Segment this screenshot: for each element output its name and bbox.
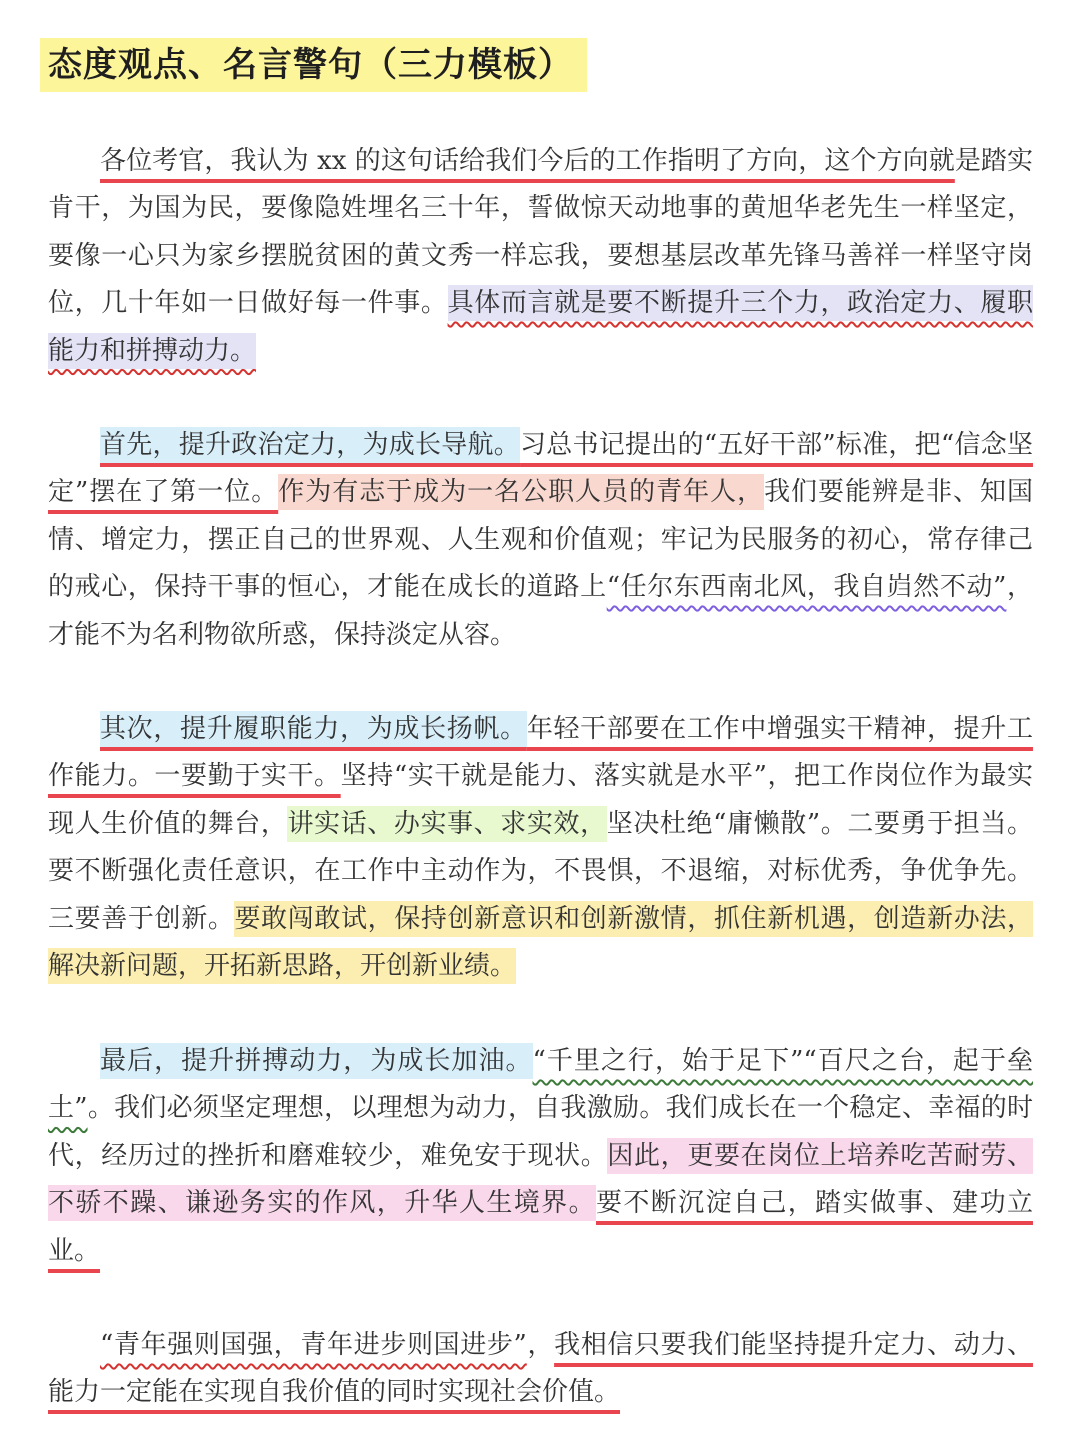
motivation-ending: 要不断沉淀自己，踏实做事、建功立业。 <box>48 1188 1033 1266</box>
political-youth: 作为有志于成为一名公职人员的青年人， <box>278 474 764 510</box>
motivation-quote: “千里之行，始于足下”“百尺之台，起于垒土” <box>48 1046 1033 1124</box>
conclusion-statement: 我相信只要我们能坚持提升定力、动力、能力一定能在实现自我价值的同时实现社会价值。 <box>48 1330 1033 1408</box>
paragraph-motivation <box>48 1038 1033 1275</box>
motivation-body: 。我们必须坚定理想，以理想为动力，自我激励。我们成长在一个稳定、幸福的时代，经历过的挫折和磨难较少，难免安于现状。 <box>48 1093 1033 1171</box>
political-standard: 习总书记提出的“五好干部”标准，把“信念坚定”摆在了第一位。 <box>48 430 1033 508</box>
ability-body: 坚决杜绝“庸懒散”。二要勇于担当。要不断强化责任意识，在工作中主动作为，不畏惧，不退缩，对标优秀，争优争先。三要善于创新。 <box>48 808 1033 934</box>
motivation-heading: 最后，提升拼搏动力，为成长加油。 <box>100 1043 533 1079</box>
political-heading: 首先，提升政治定力，为成长导航。 <box>100 427 520 463</box>
ability-practical: 讲实话、办实事、求实效， <box>287 806 606 842</box>
political-body: 我们要能辨是非、知国情、增定力，摆正自己的世界观、人生观和价值观；牢记为民服务的初心，常存律己的戒心，保持干事的恒心，才能在成长的道路上 <box>48 477 1033 603</box>
conclusion-quote: “青年强则国强，青年进步则国进步” <box>100 1330 527 1360</box>
ability-innovation: 要敢闯敢试，保持创新意识和创新激情，抓住新机遇，创造新办法，解决新问题，开拓新思路，开创新业绩。 <box>48 901 1033 984</box>
intro-opening: 各位考官，我认为 xx 的这句话给我们今后的工作指明了方向，这个方向就 <box>100 146 955 176</box>
ability-heading: 其次，提升履职能力，为成长扬帆。 <box>100 711 527 747</box>
page-title: 态度观点、名言警句（三力模板） <box>40 38 587 92</box>
paragraph-conclusion <box>48 1322 1033 1417</box>
ability-stage: 坚持“实干就是能力、落实就是水平”，把工作岗位作为最实现人生价值的舞台， <box>48 761 1033 839</box>
ability-intro: 年轻干部要在工作中增强实干精神，提升工作能力。一要勤于实干。 <box>48 714 1033 792</box>
intro-three-powers: 具体而言就是要不断提升三个力，政治定力、履职能力和拼搏动力。 <box>48 285 1033 368</box>
paragraph-political <box>48 422 1033 659</box>
motivation-style: 因此，更要在岗位上培养吃苦耐劳、不骄不躁、谦逊务实的作风，升华人生境界。 <box>48 1138 1033 1221</box>
political-quote: “任尔东西南北风，我自岿然不动” <box>606 572 1007 603</box>
conclusion-comma: ， <box>526 1330 555 1360</box>
paragraph-intro <box>48 138 1033 375</box>
intro-body: 是踏实肯干，为国为民，要像隐姓埋名三十年，誓做惊天动地事的黄旭华老先生一样坚定，要像一心只为家乡摆脱贫困的黄文秀一样忘我，要想基层改革先锋马善祥一样坚守岗位，几十年如一日做好每一件事。 <box>48 146 1033 319</box>
political-ending: ，才能不为名利物欲所惑，保持淡定从容。 <box>48 572 1033 650</box>
paragraph-ability <box>48 706 1033 990</box>
